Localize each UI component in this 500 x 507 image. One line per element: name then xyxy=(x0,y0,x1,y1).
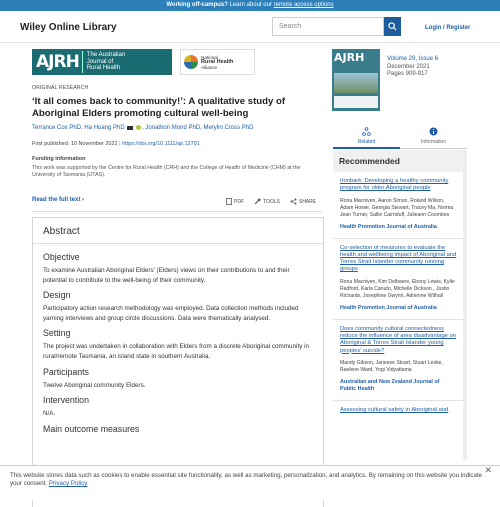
pdf-button[interactable] xyxy=(226,198,244,205)
cookie-text: This website stores data such as cookies to enable essential site functionality, as well as marketing, personalization, and analytics. By remaining on this website you indicate your consent. xyxy=(10,472,483,487)
abstract-section-heading: Main outcome measures xyxy=(43,423,140,434)
recommended-journal-link[interactable]: Australian and New Zealand Journal of Public Health xyxy=(340,378,440,392)
journal-cover-image xyxy=(334,73,378,93)
article-type: ORIGINAL RESEARCH xyxy=(32,85,89,91)
issue-date: December 2021 xyxy=(387,63,430,70)
abstract-section-heading: Design xyxy=(43,290,71,301)
article-title: ‘It all comes back to community!’: A qualitative study of Aboriginal Elders promoting cultural well‐being xyxy=(32,96,286,119)
partner-logo-line: Rural Health xyxy=(201,58,234,65)
journal-logo-mark: AJRH xyxy=(32,51,83,73)
doi-link[interactable]: https://doi.org/10.1111/ajr.12791 xyxy=(122,141,200,147)
journal-logo-line: Journal of xyxy=(86,58,114,65)
tab-information-label: Information xyxy=(420,139,446,145)
author-link[interactable]: Jonathon Mond PhD xyxy=(145,125,201,132)
abstract-heading: Abstract xyxy=(33,226,323,244)
recommended-item xyxy=(333,401,463,426)
search-button[interactable] xyxy=(384,17,401,36)
pdf-label: PDF xyxy=(234,198,244,205)
author-link[interactable]: Merylin Cross PhD xyxy=(203,125,254,132)
first-published-date: 10 November 2021 xyxy=(70,141,118,147)
journal-logo[interactable] xyxy=(32,49,172,75)
recommended-title-link[interactable]: Ironbark: Developing a healthy community program for older Aboriginal people xyxy=(340,178,449,192)
partner-logo-line: National xyxy=(201,54,218,60)
abstract-section-text: Participatory action research methodology was employed. Data collection methods included yarning interviews and group circle discussions. Data were thematically analysed. xyxy=(43,305,299,322)
recommended-scrollbar[interactable] xyxy=(463,150,467,460)
funding-heading: Funding information xyxy=(32,156,86,162)
site-header xyxy=(0,11,500,43)
article-tools xyxy=(226,198,316,205)
abstract-section-heading: Setting xyxy=(43,328,71,339)
tab-related[interactable] xyxy=(333,125,400,149)
read-full-text-label: Read the full text xyxy=(32,197,81,203)
login-register-link[interactable]: Login / Register xyxy=(425,25,471,31)
remote-access-banner xyxy=(0,0,500,11)
sidebar-tabs xyxy=(333,125,467,149)
journal-cover-band xyxy=(334,96,378,108)
recommended-title-link[interactable]: Assessing cultural safety in Aboriginal and xyxy=(340,406,449,413)
share-button[interactable] xyxy=(290,198,316,205)
abstract-section-heading: Participants xyxy=(43,366,89,377)
close-icon[interactable]: ✕ xyxy=(484,465,492,475)
issue-volume-link[interactable]: Volume 29, Issue 6 xyxy=(387,56,439,62)
orcid-icon[interactable] xyxy=(136,125,141,130)
journal-logo-line: The Australian xyxy=(86,52,126,59)
abstract-panel xyxy=(32,217,324,507)
recommended-authors: Rona Macniven, Kim Delbaere, Ebony Lewis, Kylie Radford, Karla Canuto, Michelle Dickson , Justin Richards, Josephine Gwynn, Adrienne Withall xyxy=(340,278,455,299)
info-icon xyxy=(429,127,438,136)
site-brand[interactable]: Wiley Online Library xyxy=(20,22,117,33)
recommended-item xyxy=(333,320,463,401)
related-icon xyxy=(362,127,371,136)
recommended-item xyxy=(333,172,463,239)
tools-label: TOOLS xyxy=(263,198,280,205)
issue-info xyxy=(387,56,438,79)
share-icon xyxy=(290,198,297,205)
recommended-title-link[interactable]: Does community cultural connectedness reduce the influence of area disadvantage on Aboriginal & Torres Strait Islander young peoples' suicide? xyxy=(340,325,457,354)
search-input[interactable]: Search xyxy=(272,17,384,36)
tab-related-label: Related xyxy=(357,139,376,145)
section-divider xyxy=(32,211,322,212)
recommended-journal-link[interactable]: Health Promotion Journal of Australia xyxy=(340,223,437,230)
tools-button[interactable] xyxy=(254,198,280,205)
email-icon[interactable] xyxy=(127,126,133,130)
abstract-section-heading: Intervention xyxy=(43,395,89,406)
tab-information[interactable] xyxy=(400,125,467,149)
first-published-label: First published: xyxy=(32,141,71,147)
search-icon xyxy=(388,22,397,31)
journal-cover[interactable] xyxy=(332,49,380,111)
wrench-icon xyxy=(254,198,261,205)
remote-access-link[interactable]: remote access options xyxy=(273,2,334,8)
author-link[interactable]: Ha Hoang PhD xyxy=(84,125,125,132)
banner-text: Learn about our xyxy=(227,2,274,8)
partner-logo[interactable] xyxy=(180,49,255,75)
read-full-text-link[interactable] xyxy=(32,197,84,203)
abstract-section-text: To examine Australian Aboriginal Elders' (Elders) views on their contributions to and their potential to contribute to the well-being of their community. xyxy=(43,267,290,284)
abstract-section-text: Twelve Aboriginal community Elders. xyxy=(43,381,146,389)
abstract-section-heading: Objective xyxy=(43,252,80,262)
partner-logo-text xyxy=(198,55,233,70)
recommended-item xyxy=(333,239,463,320)
journal-logo-line: Rural Health xyxy=(86,65,121,72)
privacy-policy-link[interactable]: Privacy Policy xyxy=(48,480,88,487)
abstract-section-text: The project was undertaken in collaboration with Elders from a discrete Aboriginal community in rural/remote Tasmania, an island state in southern Australia. xyxy=(43,343,309,360)
recommended-title-link[interactable]: Co-selection of measures to evaluate the health and wellbeing impact of Aboriginal and Torres Strait Islander community running groups xyxy=(340,244,457,273)
funding-text: This work was supported by the Centre for Rural Health (CRH) and the College of Health of Medicine (CHM) at the University of Tasmania (UTAS). xyxy=(32,165,301,178)
partner-logo-line: Alliance xyxy=(201,64,218,70)
publication-line: First published: 10 November 2021 | https://doi.org/10.1111/ajr.12791 xyxy=(32,141,200,147)
recommended-journal-link[interactable]: Health Promotion Journal of Australia xyxy=(340,304,437,311)
recommended-authors: Rona Macniven, Aaron Simon, Roland Wilson, Adam Howie, Georgia Stewart, Tracey Ma, Norma Jean Turner, Sallie Cairnduff, Julieann Coombes xyxy=(340,197,454,218)
journal-cover-mark: AJRH xyxy=(334,51,365,64)
recommended-heading: Recommended xyxy=(333,150,467,172)
partner-logo-icon xyxy=(184,55,198,69)
author-list: Terrance Cox PhD, Ha Hoang PhD , Jonathon Mond PhD, Merylin Cross PhD xyxy=(32,125,254,132)
journal-logo-text xyxy=(83,52,125,72)
issue-pages: Pages 909-917 xyxy=(387,71,428,77)
pdf-icon xyxy=(226,198,232,205)
banner-strong: Working off-campus? xyxy=(166,2,228,8)
cookie-banner xyxy=(0,465,500,500)
chevron-right-icon: › xyxy=(82,197,85,203)
recommended-list xyxy=(333,172,463,472)
share-label: SHARE xyxy=(298,198,317,205)
abstract-section-text: N/A. xyxy=(43,410,56,418)
recommended-authors: Mandy Gibson, Janeese Stuart, Stuart Leske, Raelene Ward, Yogi Vidyattama xyxy=(340,359,443,373)
author-link[interactable]: Terrance Cox PhD xyxy=(32,125,82,132)
